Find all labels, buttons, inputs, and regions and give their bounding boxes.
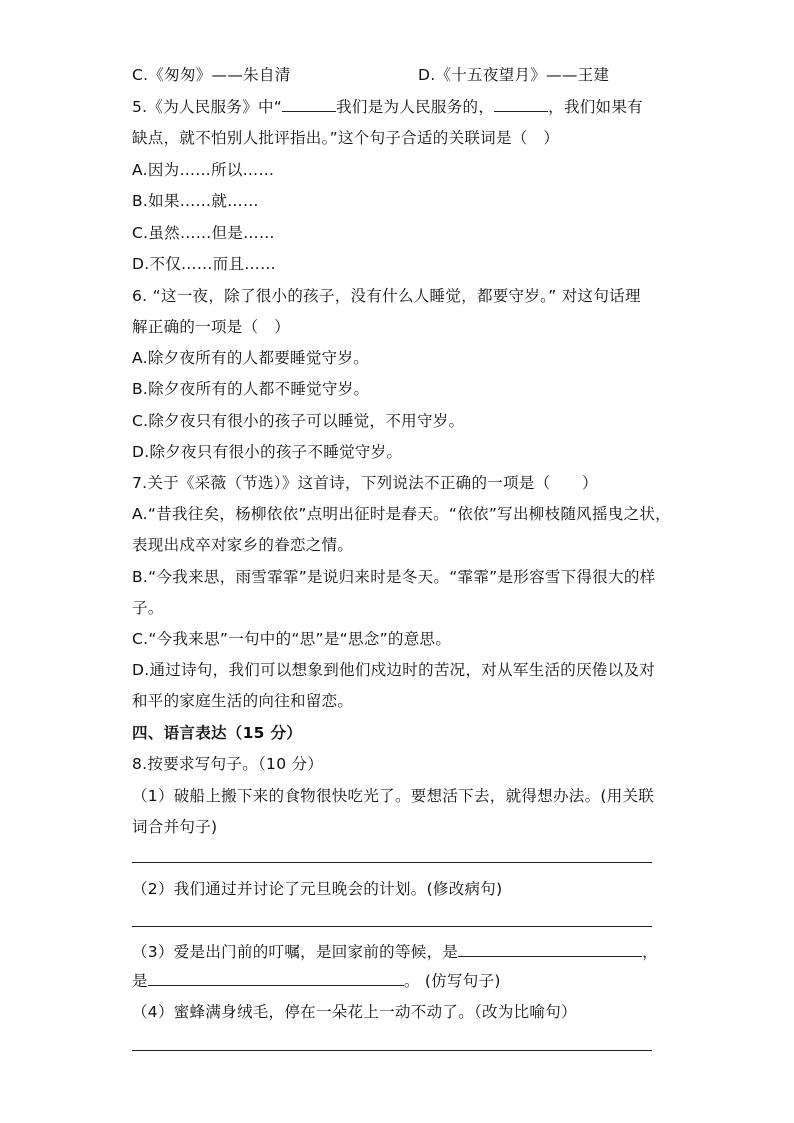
question-7-line-1: 7.关于《采薇（节选）》这首诗，下列说法不正确的一项是（ ） [132,474,598,492]
q6-option-c: C.除夕夜只有很小的孩子可以睡觉，不用守岁。 [132,412,465,430]
q8-3-line-1 [132,941,658,963]
question-5-line-1 [132,96,643,118]
question-6-line-1: 6. “这一夜，除了很小的孩子，没有什么人睡觉，都要守岁。” 对这句话理 [132,287,641,305]
answer-line-1[interactable] [132,862,652,863]
q8-3-text-1: （3）爱是出门前的叮嘱，是回家前的等候，是 [132,943,459,961]
q5-blank-1[interactable] [282,96,336,112]
q5-blank-2[interactable] [494,96,548,112]
q7-option-c: C.“今我来思”一句中的“思”是“思念”的意思。 [132,630,452,648]
q5-option-c: C.虽然……但是…… [132,224,275,242]
section-4-heading: 四、语言表达（15 分） [132,724,303,742]
answer-line-3[interactable] [132,1050,652,1051]
q7-option-a-line-1: A.“昔我往矣，杨柳依依”点明出征时是春天。“依依”写出柳枝随风摇曳之状， [132,505,671,523]
q5-option-b: B.如果……就…… [132,192,259,210]
q7-option-b-line-1: B.“今我来思，雨雪霏霏”是说归来时是冬天。“霏霏”是形容雪下得很大的样 [132,568,656,586]
q8-3-text-4: 。 (仿写句子) [403,972,501,990]
option-d-line: D.《十五夜望月》——王建 [418,66,610,84]
answer-line-2[interactable] [132,926,652,927]
q5-text-3: ，我们如果有 [548,98,643,116]
question-8-heading: 8.按要求写句子。（10 分） [132,755,324,773]
q6-option-d: D.除夕夜只有很小的孩子不睡觉守岁。 [132,443,403,461]
q8-1-line-2: 词合并句子) [132,818,218,836]
q5-option-d: D.不仅……而且…… [132,255,276,273]
question-6-line-2: 解正确的一项是（ ） [132,318,291,336]
q8-3-blank-2[interactable] [148,970,404,986]
q8-4-line: （4）蜜蜂满身绒毛，停在一朵花上一动不动了。（改为比喻句） [132,1003,577,1021]
q6-option-a: A.除夕夜所有的人都要睡觉守岁。 [132,349,370,367]
q8-3-blank-1[interactable] [458,941,642,957]
q8-1-line-1: （1）破船上搬下来的食物很快吃光了。要想活下去，就得想办法。(用关联 [132,787,655,805]
q7-option-d-line-2: 和平的家庭生活的向往和留恋。 [132,692,354,710]
q8-3-line-2 [132,970,501,992]
q6-option-b: B.除夕夜所有的人都不睡觉守岁。 [132,380,370,398]
q8-3-text-3: 是 [132,972,148,990]
q7-option-a-line-2: 表现出戍卒对家乡的眷恋之情。 [132,536,354,554]
question-5-line-2: 缺点，就不怕别人批评指出。”这个句子合适的关联词是（ ） [132,129,560,147]
option-c-line: C.《匆匆》——朱自清 [132,66,291,84]
q7-option-d-line-1: D.通过诗句，我们可以想象到他们戍边时的苦况，对从军生活的厌倦以及对 [132,661,656,679]
q5-text-2: 我们是为人民服务的， [336,98,495,116]
q8-2-line: （2）我们通过并讨论了元旦晚会的计划。(修改病句) [132,880,503,898]
q8-3-text-2: ， [642,943,658,961]
q5-option-a: A.因为……所以…… [132,161,275,179]
q5-text-1: 5.《为人民服务》中“ [132,98,283,116]
q7-option-b-line-2: 子。 [132,599,164,617]
